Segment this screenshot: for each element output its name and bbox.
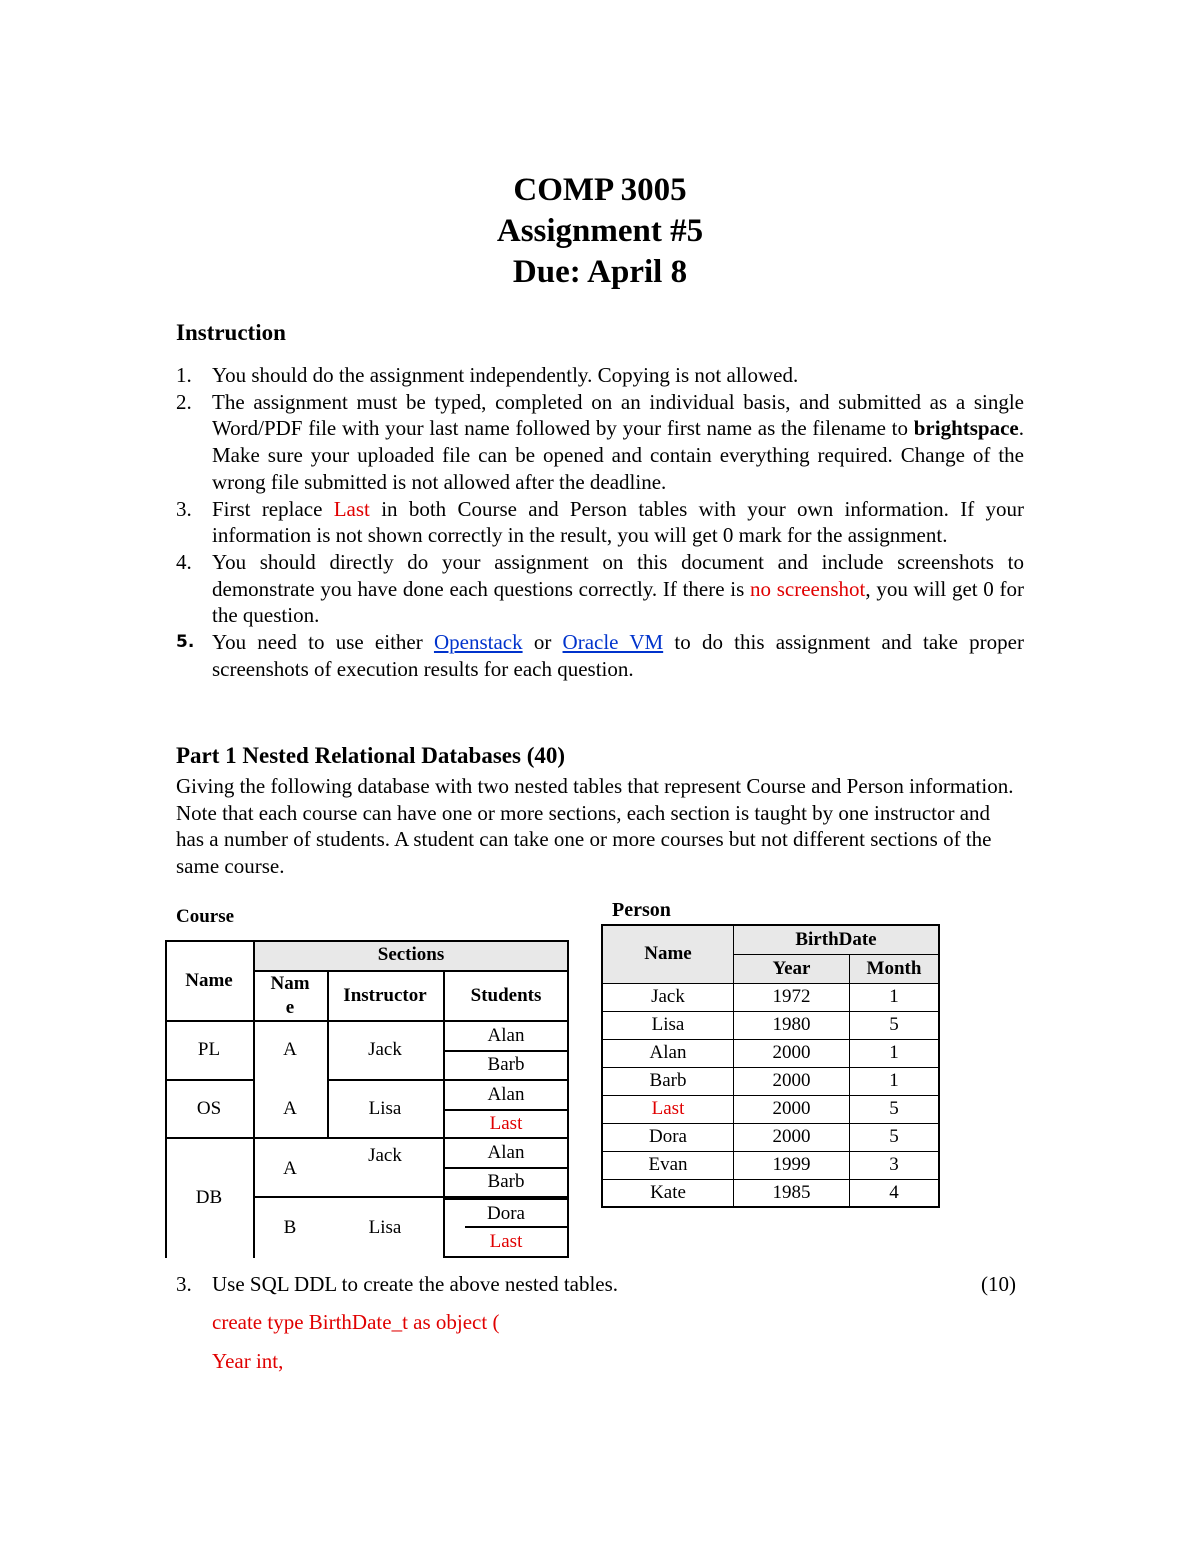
instruction-item <box>176 549 1024 629</box>
person-table-caption: Person <box>612 899 671 921</box>
question-number: 3. <box>176 1272 192 1296</box>
person-name-cell: Lisa <box>602 1011 734 1039</box>
item-text: to do this assignment and take proper screenshots of execution results for each question. <box>212 630 1024 681</box>
item-number: 5. <box>176 632 195 653</box>
person-name-cell: Kate <box>602 1179 734 1207</box>
row-divider <box>443 1109 569 1111</box>
person-table <box>601 924 940 1208</box>
table-row <box>602 1067 939 1095</box>
instructor-cell: Lisa <box>368 1098 402 1119</box>
table-row <box>602 1011 939 1039</box>
month-header: Month <box>850 954 940 983</box>
birthdate-header: BirthDate <box>734 925 940 954</box>
course-name-cell: PL <box>197 1039 221 1060</box>
student-cell: Last <box>489 1231 523 1252</box>
sections-header: Sections <box>377 944 445 965</box>
student-cell: Last <box>489 1113 523 1134</box>
person-name-header: Name <box>602 925 734 983</box>
item-text: You should do the assignment independently. Copying is not allowed. <box>212 363 799 387</box>
year-cell: 1999 <box>734 1151 850 1179</box>
document-title: COMP 3005 <box>513 172 687 208</box>
table-row <box>602 1179 939 1207</box>
brightspace-text: brightspace <box>913 416 1019 441</box>
item-text: in both Course and Person tables with your own information. If your information is not shown correctly in the result, you will get 0 mark for the assignment. <box>212 496 1025 548</box>
year-header: Year <box>734 954 850 983</box>
course-table <box>165 940 569 1258</box>
year-cell: 1972 <box>734 983 850 1011</box>
answer-line: Year int, <box>212 1349 284 1373</box>
item-number: 1. <box>176 363 192 387</box>
person-name-cell: Evan <box>602 1151 734 1179</box>
answer-line: create type BirthDate_t as object ( <box>212 1310 500 1334</box>
student-cell: Alan <box>487 1142 525 1163</box>
month-cell: 3 <box>850 1151 940 1179</box>
section-cell: A <box>283 1098 297 1119</box>
table-border <box>443 1256 569 1258</box>
course-table-caption: Course <box>176 906 235 927</box>
table-border <box>165 940 569 942</box>
item-text: You should directly do your assignment on this document and include screenshots to demonstrate you have done each questions correctly. If there is <box>212 549 1024 601</box>
row-divider <box>443 1050 569 1052</box>
question-text: Use SQL DDL to create the above nested tables. <box>212 1272 619 1296</box>
year-cell: 2000 <box>734 1095 850 1123</box>
row-divider <box>465 1226 569 1228</box>
instruction-item <box>176 496 1024 549</box>
section-cell: B <box>283 1217 297 1238</box>
no-screenshot-highlight: no screenshot <box>750 576 866 601</box>
month-cell: 5 <box>850 1095 940 1123</box>
month-cell: 1 <box>850 1039 940 1067</box>
item-text: or <box>522 630 563 655</box>
table-row <box>602 1151 939 1179</box>
table-row <box>602 983 939 1011</box>
instruction-heading: Instruction <box>176 320 286 345</box>
section-name-header: Nam <box>270 973 310 994</box>
instructor-cell: Lisa <box>368 1217 402 1238</box>
person-name-cell: Dora <box>602 1123 734 1151</box>
instruction-item <box>176 362 1024 389</box>
year-cell: 2000 <box>734 1039 850 1067</box>
year-cell: 1980 <box>734 1011 850 1039</box>
part1-intro: Giving the following database with two nested tables that represent Course and Person information. Note that each course can have one or more sections, each section is taught by one instructor and has a number of students. A student can take one or more courses but not different sections of the same course. <box>176 774 1014 878</box>
section-cell: A <box>283 1158 297 1179</box>
item-number: 2. <box>176 389 192 414</box>
month-cell: 4 <box>850 1179 940 1207</box>
month-cell: 5 <box>850 1123 940 1151</box>
person-name-cell: Alan <box>602 1039 734 1067</box>
month-cell: 1 <box>850 983 940 1011</box>
instructor-cell: Jack <box>368 1039 402 1060</box>
row-divider <box>165 1079 253 1081</box>
instruction-item <box>176 629 1024 682</box>
item-text: The assignment must be typed, completed on an individual basis, and submitted as a single Word/PDF file with your last name followed by your first name as the filename to <box>212 389 1024 441</box>
table-row <box>602 1039 939 1067</box>
students-header: Students <box>470 985 542 1006</box>
row-divider <box>165 1137 569 1139</box>
year-cell: 2000 <box>734 1123 850 1151</box>
student-cell: Dora <box>487 1203 525 1224</box>
item-text: . Make sure your uploaded file can be opened and contain everything required. Change of the wrong file submitted is not allowed after the deadline. <box>212 416 1024 494</box>
part1-heading: Part 1 Nested Relational Databases (40) <box>176 743 566 768</box>
row-divider <box>253 970 569 972</box>
item-text: First replace <box>212 496 334 521</box>
course-name-header: Name <box>185 970 233 991</box>
year-cell: 2000 <box>734 1067 850 1095</box>
item-number: 4. <box>176 549 192 574</box>
month-cell: 5 <box>850 1011 940 1039</box>
oracle-vm-link[interactable]: Oracle VM <box>562 630 664 655</box>
last-highlight: Last <box>333 496 370 521</box>
table-row <box>602 1123 939 1151</box>
student-cell: Alan <box>487 1025 525 1046</box>
month-cell: 1 <box>850 1067 940 1095</box>
due-date: Due: April 8 <box>512 254 688 290</box>
course-name-cell: OS <box>196 1098 222 1119</box>
item-text: You need to use either <box>212 630 434 655</box>
table-row <box>602 1095 939 1123</box>
item-text: , you will get 0 for the question. <box>212 576 1025 628</box>
student-cell: Barb <box>487 1171 525 1192</box>
instruction-item <box>176 389 1024 496</box>
row-divider <box>443 1167 569 1169</box>
section-name-header: e <box>285 997 295 1018</box>
course-name-cell: DB <box>195 1187 223 1208</box>
instructor-cell: Jack <box>368 1145 402 1166</box>
section-cell: A <box>283 1039 297 1060</box>
person-name-cell: Barb <box>602 1067 734 1095</box>
person-name-cell: Jack <box>602 983 734 1011</box>
person-name-cell: Last <box>602 1095 734 1123</box>
year-cell: 1985 <box>734 1179 850 1207</box>
assignment-number: Assignment #5 <box>496 213 704 249</box>
student-cell: Barb <box>487 1054 525 1075</box>
item-number: 3. <box>176 496 192 521</box>
instruction-list <box>176 362 1024 682</box>
openstack-link[interactable]: Openstack <box>433 630 523 655</box>
student-cell: Alan <box>487 1084 525 1105</box>
row-divider <box>327 1079 569 1081</box>
row-divider <box>165 1020 569 1022</box>
row-divider <box>443 1198 569 1200</box>
instructor-header: Instructor <box>343 985 427 1006</box>
question-marks: (10) <box>981 1272 1016 1296</box>
